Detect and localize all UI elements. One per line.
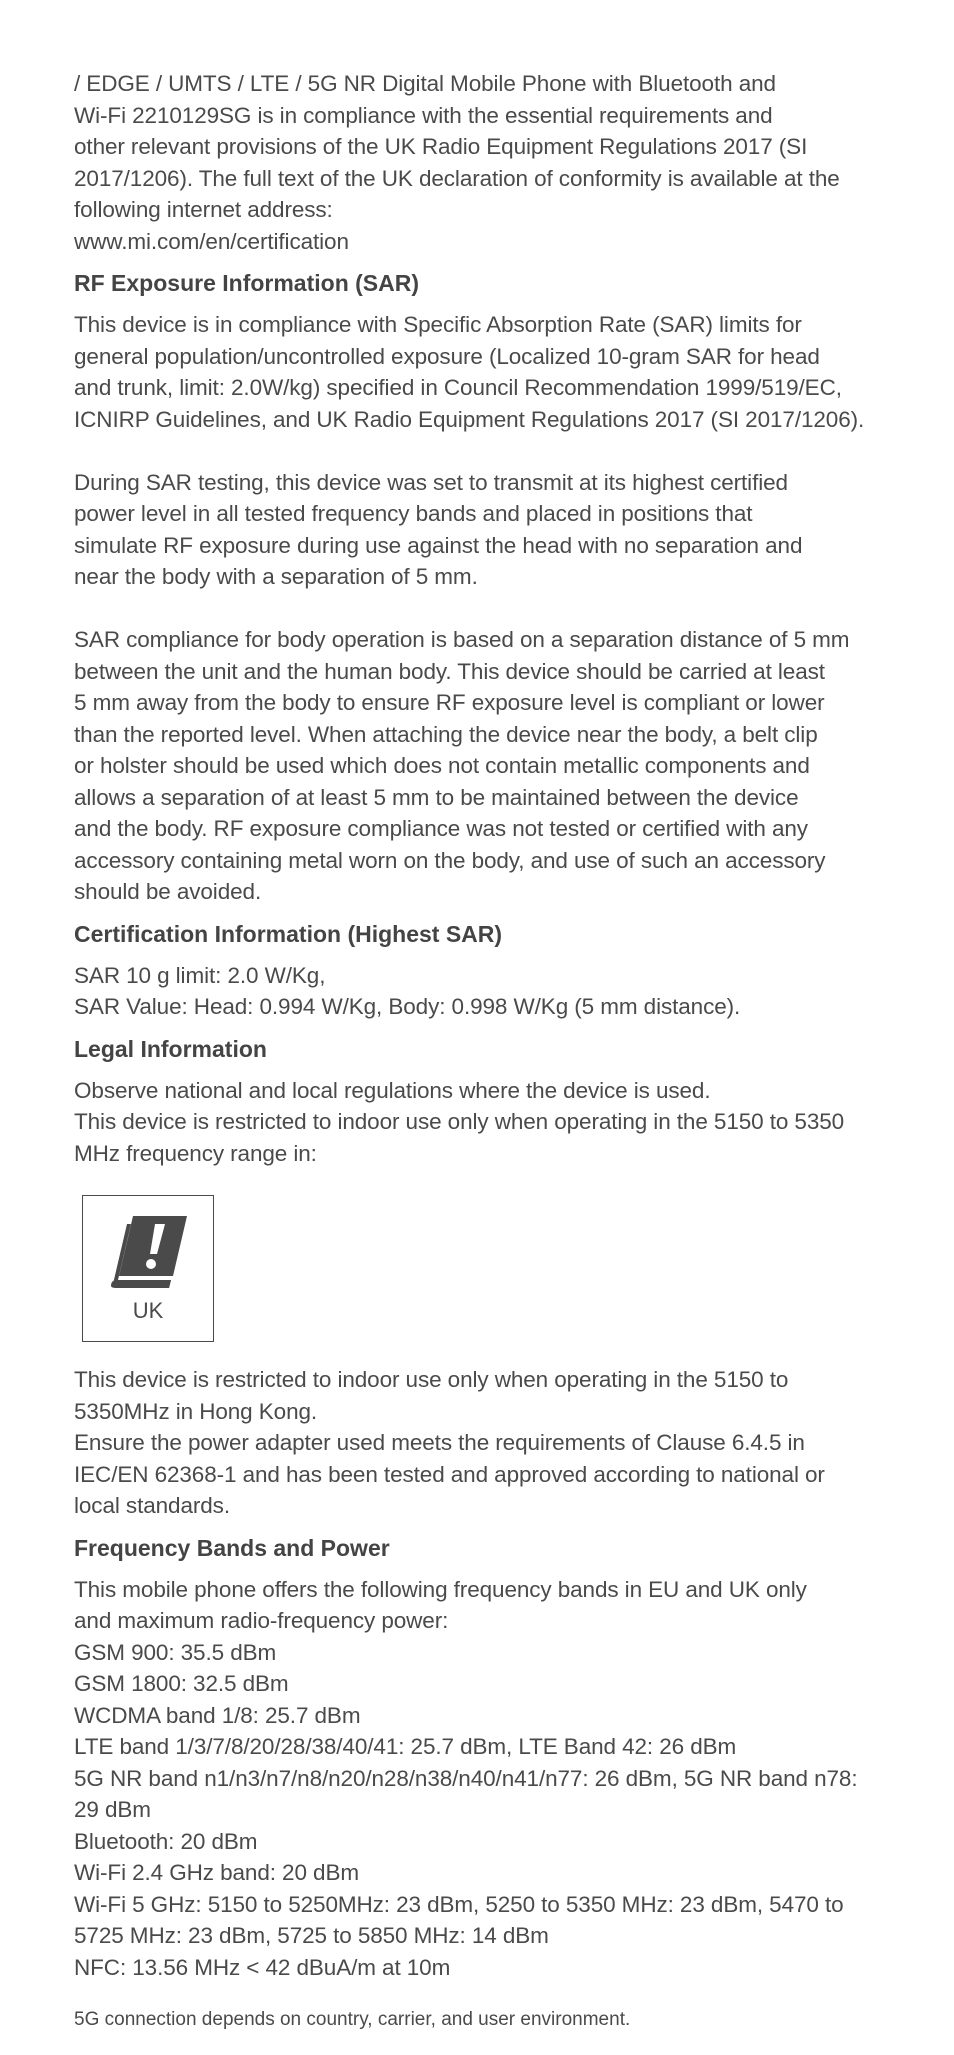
text-line: other relevant provisions of the UK Radio Equipment Regulations 2017 (SI xyxy=(74,134,808,159)
frequency-bands-heading: Frequency Bands and Power xyxy=(74,1534,390,1561)
sar-testing-paragraph xyxy=(74,467,894,593)
text-line: ICNIRP Guidelines, and UK Radio Equipment Regulations 2017 (SI 2017/1206). xyxy=(74,406,865,432)
text-line: local standards. xyxy=(74,1493,230,1518)
text-line: This mobile phone offers the following frequency bands in EU and UK only xyxy=(74,1576,807,1602)
text-line: This device is in compliance with Specific Absorption Rate (SAR) limits for xyxy=(74,312,802,337)
indoor-restriction-icon xyxy=(109,1210,189,1292)
certification-url: www.mi.com/en/certification xyxy=(74,228,349,254)
text-line: simulate RF exposure during use against the head with no separation and xyxy=(74,532,803,558)
band-power-line: 5G NR band n1/n3/n7/n8/n20/n28/n38/n40/n41/n77: 26 dBm, 5G NR band n78: xyxy=(74,1765,858,1791)
band-power-line: 5725 MHz: 23 dBm, 5725 to 5850 MHz: 14 dBm xyxy=(74,1923,549,1948)
hong-kong-adapter-paragraph xyxy=(74,1364,894,1522)
text-line: between the unit and the human body. This device should be carried at least xyxy=(74,658,825,684)
band-power-line: Bluetooth: 20 dBm xyxy=(74,1828,258,1854)
rf-exposure-heading: RF Exposure Information (SAR) xyxy=(74,270,420,296)
text-line: 5 mm away from the body to ensure RF exposure level is compliant or lower xyxy=(74,690,825,715)
text-line: and the body. RF exposure compliance was not tested or certified with any xyxy=(74,816,808,841)
text-line: or holster should be used which does not contain metallic components and xyxy=(74,753,810,778)
text-line: allows a separation of at least 5 mm to be maintained between the device xyxy=(74,784,799,810)
restriction-country-label: UK xyxy=(132,1298,164,1323)
footnote: 5G connection depends on country, carrier, and user environment. xyxy=(74,2009,631,2030)
band-power-line: NFC: 13.56 MHz < 42 dBuA/m at 10m xyxy=(74,1954,451,1980)
text-line: This device is restricted to indoor use only when operating in the 5150 to xyxy=(74,1367,789,1392)
band-power-line: 29 dBm xyxy=(74,1797,151,1822)
text-line: and trunk, limit: 2.0W/kg) specified in Council Recommendation 1999/519/EC, xyxy=(74,375,842,400)
sar-value-line: SAR Value: Head: 0.994 W/Kg, Body: 0.998 W/Kg (5 mm distance). xyxy=(74,994,741,1019)
declaration-paragraph xyxy=(74,68,894,257)
text-line: 5350MHz in Hong Kong. xyxy=(74,1398,318,1424)
text-line: SAR compliance for body operation is based on a separation distance of 5 mm xyxy=(74,627,850,652)
sar-values-paragraph xyxy=(74,960,894,1023)
text-line: accessory containing metal worn on the body, and use of such an accessory xyxy=(74,847,826,873)
text-line: Observe national and local regulations where the device is used. xyxy=(74,1077,711,1103)
band-power-line: GSM 900: 35.5 dBm xyxy=(74,1639,277,1665)
legal-heading: Legal Information xyxy=(74,1035,267,1062)
text-line: This device is restricted to indoor use only when operating in the 5150 to 5350 xyxy=(74,1109,845,1134)
band-power-line: Wi-Fi 5 GHz: 5150 to 5250MHz: 23 dBm, 5250 to 5350 MHz: 23 dBm, 5470 to xyxy=(74,1891,844,1917)
sar-compliance-paragraph xyxy=(74,309,894,435)
band-power-line: WCDMA band 1/8: 25.7 dBm xyxy=(74,1702,361,1728)
indoor-restriction-box xyxy=(82,1195,214,1342)
legal-paragraph xyxy=(74,1075,894,1170)
text-line: / EDGE / UMTS / LTE / 5G NR Digital Mobile Phone with Bluetooth and xyxy=(74,71,776,96)
text-line: IEC/EN 62368-1 and has been tested and approved according to national or xyxy=(74,1461,825,1487)
text-line: should be avoided. xyxy=(74,879,262,904)
text-line: Ensure the power adapter used meets the requirements of Clause 6.4.5 in xyxy=(74,1430,805,1455)
text-line: MHz frequency range in: xyxy=(74,1140,317,1166)
band-power-line: Wi-Fi 2.4 GHz band: 20 dBm xyxy=(74,1860,360,1885)
text-line: power level in all tested frequency bands and placed in positions that xyxy=(74,501,753,526)
text-line: 2017/1206). The full text of the UK declaration of conformity is available at the xyxy=(74,165,840,191)
text-line: general population/uncontrolled exposure (Localized 10-gram SAR for head xyxy=(74,343,820,369)
text-line: near the body with a separation of 5 mm. xyxy=(74,564,478,589)
body-operation-paragraph xyxy=(74,624,894,908)
frequency-bands-list xyxy=(74,1574,894,1984)
band-power-line: LTE band 1/3/7/8/20/28/38/40/41: 25.7 dBm, LTE Band 42: 26 dBm xyxy=(74,1734,737,1759)
text-line: Wi-Fi 2210129SG is in compliance with the essential requirements and xyxy=(74,102,773,128)
band-power-line: GSM 1800: 32.5 dBm xyxy=(74,1671,289,1696)
text-line: During SAR testing, this device was set to transmit at its highest certified xyxy=(74,469,788,495)
sar-limit-line: SAR 10 g limit: 2.0 W/Kg, xyxy=(74,962,326,988)
text-line: following internet address: xyxy=(74,197,333,222)
text-line: than the reported level. When attaching the device near the body, a belt clip xyxy=(74,721,818,747)
certification-heading: Certification Information (Highest SAR) xyxy=(74,920,503,947)
text-line: and maximum radio-frequency power: xyxy=(74,1608,449,1633)
